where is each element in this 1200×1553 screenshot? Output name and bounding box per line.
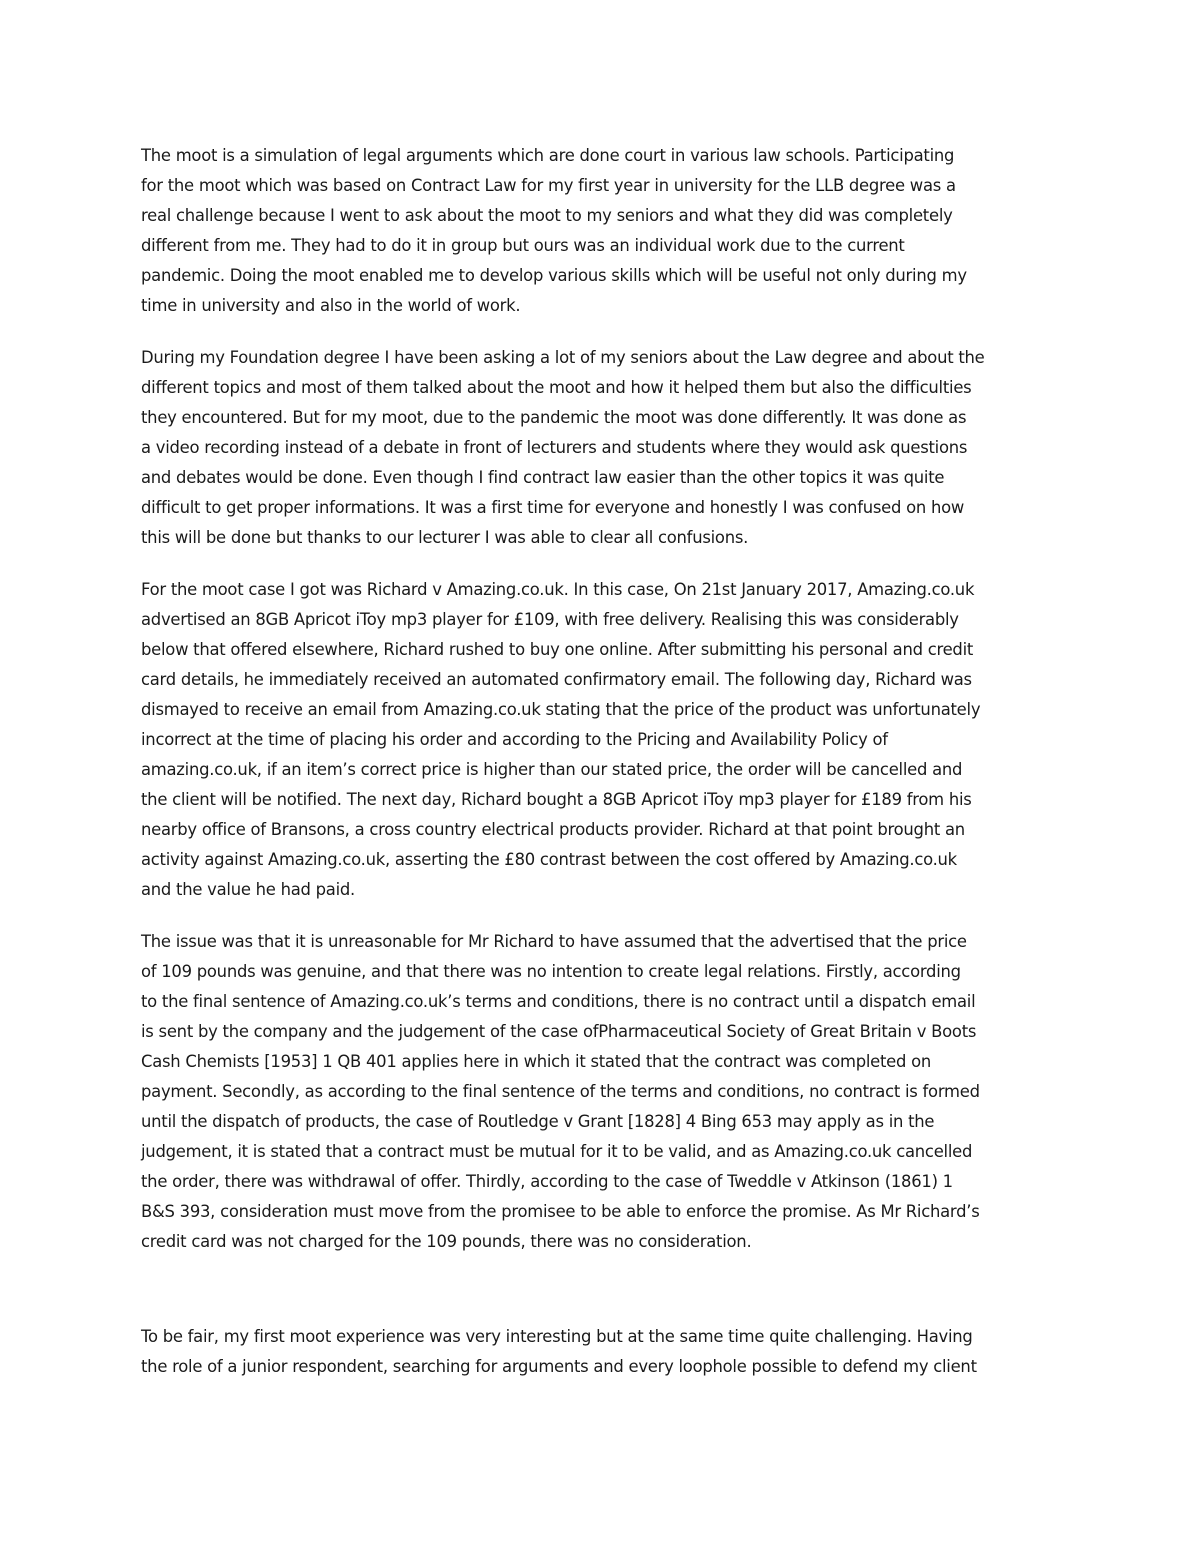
- text-line: and debates would be done. Even though I find contract law easier than the other topics it was quite: [141, 468, 945, 487]
- text-line: credit card was not charged for the 109 pounds, there was no consideration.: [141, 1232, 752, 1251]
- text-line: Cash Chemists [1953] 1 QB 401 applies here in which it stated that the contract was completed on: [141, 1052, 932, 1071]
- text-line: below that offered elsewhere, Richard rushed to buy one online. After submitting his personal and credit: [141, 640, 974, 659]
- text-line: The moot is a simulation of legal arguments which are done court in various law schools. Participating: [141, 146, 955, 165]
- text-line: until the dispatch of products, the case of Routledge v Grant [1828] 4 Bing 653 may apply as in the: [141, 1112, 935, 1131]
- text-line: dismayed to receive an email from Amazing.co.uk stating that the price of the product was unfortunately: [141, 700, 981, 719]
- text-line: is sent by the company and the judgement of the case ofPharmaceutical Society of Great Britain v Boots: [141, 1022, 977, 1041]
- text-line: different topics and most of them talked about the moot and how it helped them but also the difficulties: [141, 378, 972, 397]
- text-line: to the final sentence of Amazing.co.uk’s terms and conditions, there is no contract until a dispatch email: [141, 992, 976, 1011]
- text-line: of 109 pounds was genuine, and that there was no intention to create legal relations. Firstly, according: [141, 962, 961, 981]
- text-line: The issue was that it is unreasonable for Mr Richard to have assumed that the advertised that the price: [141, 932, 967, 951]
- text-line: payment. Secondly, as according to the final sentence of the terms and conditions, no contract is formed: [141, 1082, 980, 1101]
- text-line: a video recording instead of a debate in front of lecturers and students where they would ask questions: [141, 438, 968, 457]
- text-line: amazing.co.uk, if an item’s correct price is higher than our stated price, the order will be cancelled and: [141, 760, 963, 779]
- text-line: advertised an 8GB Apricot iToy mp3 player for £109, with free delivery. Realising this was considerably: [141, 610, 959, 629]
- text-line: for the moot which was based on Contract Law for my first year in university for the LLB degree was a: [141, 176, 956, 195]
- text-line: B&S 393, consideration must move from the promisee to be able to enforce the promise. As Mr Richard’s: [141, 1202, 980, 1221]
- text-line: For the moot case I got was Richard v Amazing.co.uk. In this case, On 21st January 2017, Amazing.co.uk: [141, 580, 975, 599]
- text-line: To be fair, my first moot experience was very interesting but at the same time quite challenging. Having: [141, 1327, 973, 1346]
- text-line: they encountered. But for my moot, due to the pandemic the moot was done differently. It was done as: [141, 408, 967, 427]
- text-line: real challenge because I went to ask about the moot to my seniors and what they did was completely: [141, 206, 953, 225]
- text-line: the client will be notified. The next day, Richard bought a 8GB Apricot iToy mp3 player for £189 from his: [141, 790, 972, 809]
- text-line: the order, there was withdrawal of offer. Thirdly, according to the case of Tweddle v Atkinson (1861) 1: [141, 1172, 953, 1191]
- text-line: different from me. They had to do it in group but ours was an individual work due to the current: [141, 236, 905, 255]
- text-line: During my Foundation degree I have been asking a lot of my seniors about the Law degree and about the: [141, 348, 985, 367]
- text-line: pandemic. Doing the moot enabled me to develop various skills which will be useful not only during my: [141, 266, 967, 285]
- text-line: activity against Amazing.co.uk, asserting the £80 contrast between the cost offered by Amazing.co.uk: [141, 850, 957, 869]
- text-line: nearby office of Bransons, a cross country electrical products provider. Richard at that point brought an: [141, 820, 965, 839]
- text-line: and the value he had paid.: [141, 880, 355, 899]
- text-line: judgement, it is stated that a contract must be mutual for it to be valid, and as Amazing.co.uk cancelled: [141, 1142, 973, 1161]
- text-line: incorrect at the time of placing his order and according to the Pricing and Availability Policy of: [141, 730, 888, 749]
- text-line: card details, he immediately received an automated confirmatory email. The following day, Richard was: [141, 670, 972, 689]
- text-line: the role of a junior respondent, searching for arguments and every loophole possible to defend my client: [141, 1357, 977, 1376]
- text-line: this will be done but thanks to our lecturer I was able to clear all confusions.: [141, 528, 749, 547]
- text-line: time in university and also in the world of work.: [141, 296, 521, 315]
- text-line: difficult to get proper informations. It was a first time for everyone and honestly I was confused on how: [141, 498, 965, 517]
